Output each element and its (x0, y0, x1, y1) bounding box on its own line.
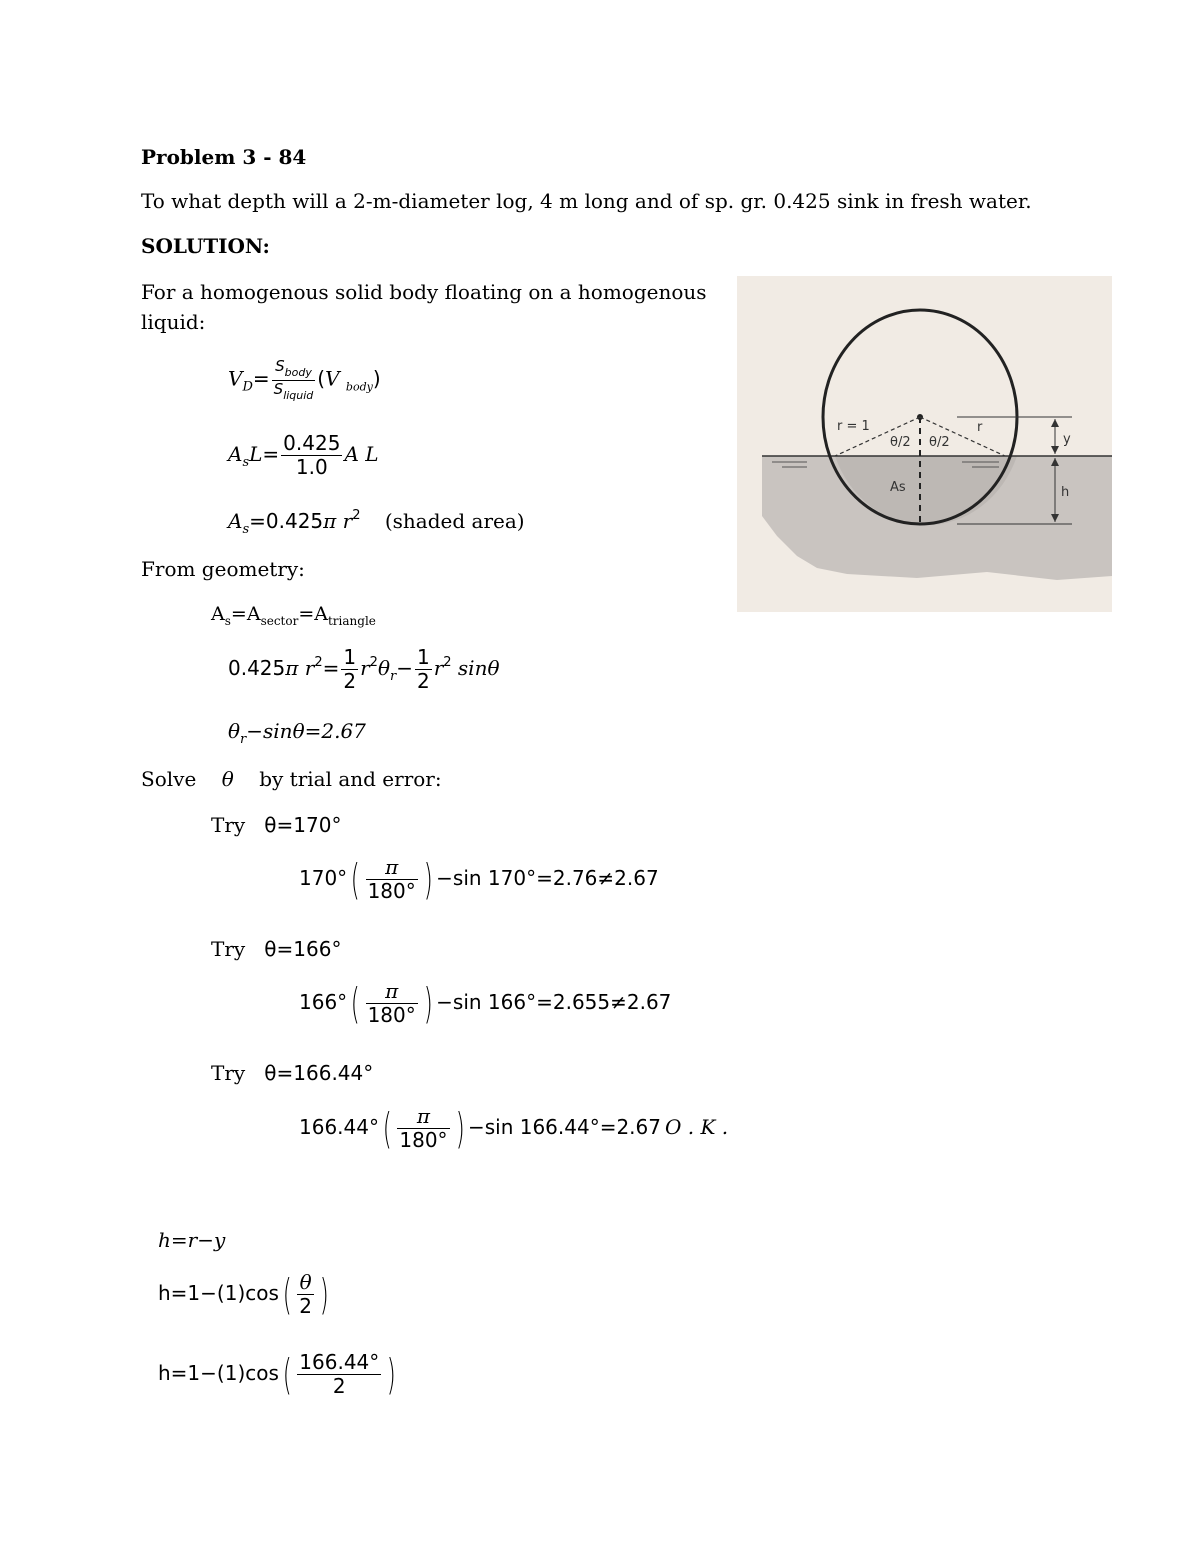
solution-heading: SOLUTION: (141, 234, 270, 258)
floating-log-diagram (737, 276, 1112, 612)
equation-area-length: $A_sL=$ $\frac{0.425}{1.0}$ A L (228, 431, 379, 479)
equation-h-cos-theta: h=1−(1)cos( $\frac{\theta}{2}$ ) (158, 1270, 329, 1319)
trial-3-label: Try θ=166.44° (211, 1061, 374, 1085)
equation-sector-triangle: 0.425π $r^2=$ $\frac{1}{2}$ $r^2\theta_r-$ $\frac{1}{2}$ $r^2$ sinθ (228, 645, 500, 693)
intro-line-1: For a homogenous solid body floating on a homogenous (141, 280, 707, 304)
trial-2-equation: 166°( $\frac{\pi}{180^\circ}$ ) −sin 166°=2.655≠2.67 (299, 979, 672, 1028)
from-geometry: From geometry: (141, 557, 305, 581)
trial-2-label: Try θ=166° (211, 937, 342, 961)
half-angle-right-label: θ/2 (929, 435, 950, 450)
equation-volume-displaced: $V_D=$ $\frac{S_{body}}{S_{liquid}}$ (V $_{body}$) (228, 357, 381, 402)
shaded-area-note: (shaded area) (384, 509, 525, 533)
half-angle-left-label: θ/2 (890, 435, 911, 450)
equation-h-definition: h=r−y (158, 1228, 226, 1252)
equation-h-substituted: h=1−(1)cos( $\frac{166.44^\circ}{2}$ ) (158, 1350, 396, 1399)
equation-shaded-area: $A_s=0.425\pi$ $r^2$ (shaded area) (228, 508, 525, 537)
equation-theta-result: $\theta_r-\sin\theta=2.67$ (228, 719, 366, 747)
h-label: h (1061, 485, 1070, 500)
radius-label: r (977, 420, 983, 435)
problem-title: Problem 3 - 84 (141, 145, 307, 169)
solve-line: Solve θ by trial and error: (141, 767, 442, 791)
submerged-area-label: As (890, 480, 906, 495)
trial-1-label: Try θ=170° (211, 813, 342, 837)
intro-line-2: liquid: (141, 310, 206, 334)
y-label: y (1063, 432, 1071, 447)
equation-area-relation: $A_s=A_{sector}=A_{triangle}$ (211, 603, 376, 628)
radius-value-label: r = 1 (837, 419, 870, 434)
trial-1-equation: 170°( $\frac{\pi}{180^\circ}$ ) −sin 170°=2.76≠2.67 (299, 855, 659, 904)
problem-statement: To what depth will a 2-m-diameter log, 4 m long and of sp. gr. 0.425 sink in fresh water. (141, 189, 1032, 213)
trial-3-equation: 166.44°( $\frac{\pi}{180^\circ}$ ) −sin 166.44°=2.67 O . K . (299, 1104, 729, 1153)
